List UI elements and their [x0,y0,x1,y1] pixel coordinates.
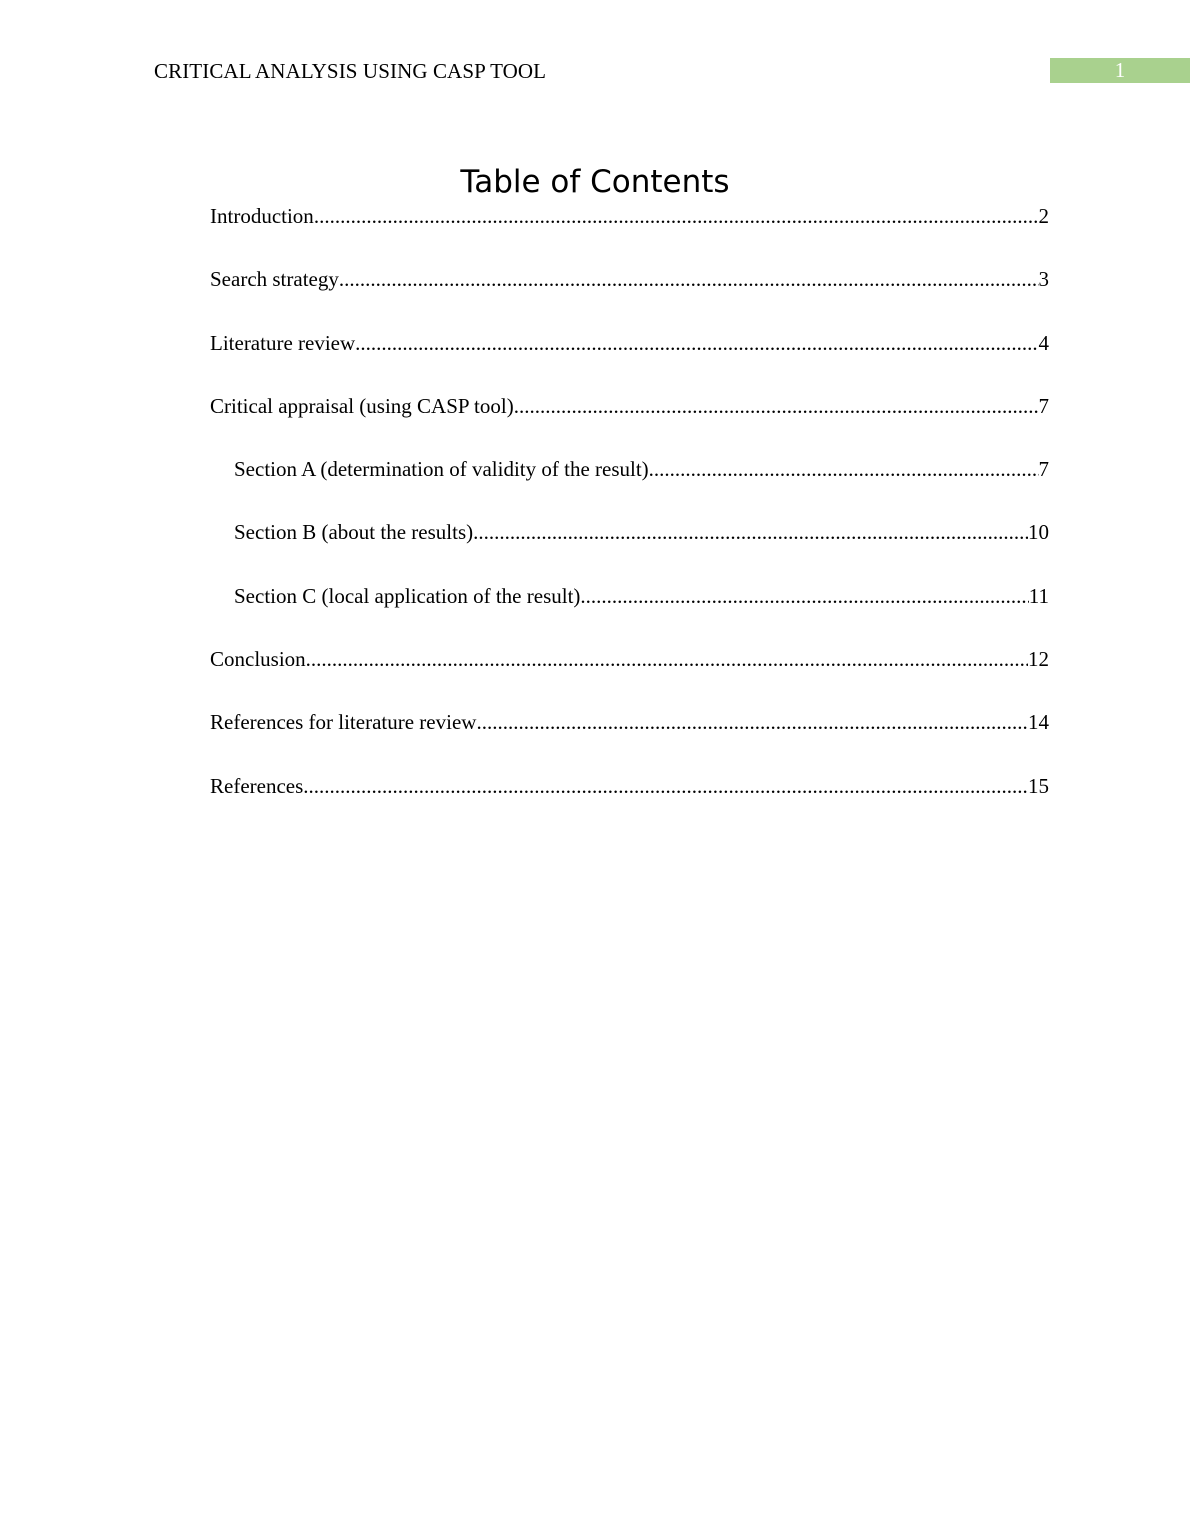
dot-leader [314,201,1039,231]
toc-entry-label: Section A (determination of validity of the result) [234,454,649,484]
dot-leader [514,391,1039,421]
toc-entry-label: Literature review [210,328,355,358]
dot-leader [339,264,1039,294]
dot-leader [303,771,1028,801]
toc-entry-literature-review[interactable] [210,328,1049,391]
toc-entry-label: Critical appraisal (using CASP tool) [210,391,514,421]
toc-entry-section-a[interactable] [210,454,1049,517]
toc-entry-section-b[interactable] [210,517,1049,580]
toc-entry-label: Conclusion [210,644,306,674]
toc-entry-references-literature-review[interactable] [210,707,1049,770]
toc-entry-label: References [210,771,303,801]
toc-entry-label: References for literature review [210,707,476,737]
toc-entry-page: 15 [1028,773,1049,798]
toc-entry-page: 7 [1038,393,1049,418]
toc-entry-page: 3 [1038,267,1049,292]
toc-title: Table of Contents [460,164,730,200]
dot-leader [580,581,1028,611]
running-header-title: CRITICAL ANALYSIS USING CASP TOOL [154,59,547,83]
toc-entry-label: Introduction [210,201,314,231]
toc-entry-page: 10 [1028,520,1049,545]
toc-entry-critical-appraisal[interactable] [210,391,1049,454]
dot-leader [355,328,1038,358]
toc-entry-label: Search strategy [210,264,339,294]
toc-entry-references[interactable] [210,771,1049,834]
toc-entry-introduction[interactable] [210,201,1049,264]
toc-entry-page: 14 [1028,710,1049,735]
toc-entry-conclusion[interactable] [210,644,1049,707]
toc-entry-label: Section B (about the results) [234,517,473,547]
dot-leader [306,644,1028,674]
toc-entry-page: 12 [1028,647,1049,672]
dot-leader [476,707,1028,737]
toc-entry-page: 4 [1038,330,1049,355]
toc-entry-page: 11 [1028,583,1049,608]
toc-entry-label: Section C (local application of the result) [234,581,580,611]
table-of-contents [210,201,1049,834]
toc-entry-search-strategy[interactable] [210,264,1049,327]
page-number-badge: 1 [1050,58,1190,83]
toc-entry-section-c[interactable] [210,581,1049,644]
dot-leader [473,517,1028,547]
dot-leader [649,454,1039,484]
toc-entry-page: 7 [1038,457,1049,482]
toc-entry-page: 2 [1038,204,1049,228]
